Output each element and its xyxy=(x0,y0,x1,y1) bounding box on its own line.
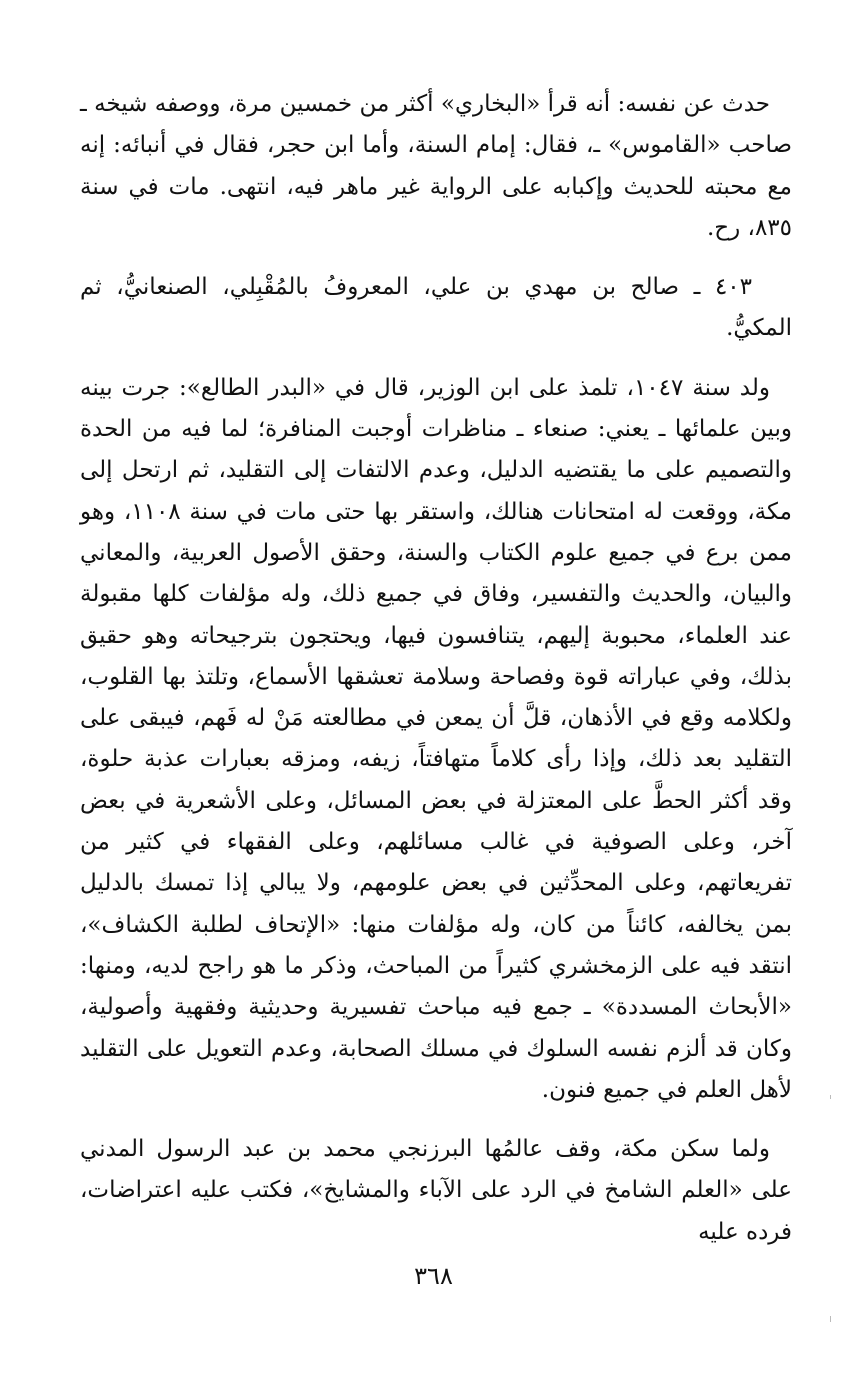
entry-heading-403: ٤٠٣ ـ صالح بن مهدي بن علي، المعروفُ بالمُقْبِلي، الصنعانيُّ، ثم المكيُّ. xyxy=(80,274,792,342)
paragraph-biography: ولد سنة ١٠٤٧، تلمذ على ابن الوزير، قال في «البدر الطالع»: جرت بينه وبين علمائها ـ يعني: صنعاء ـ مناظرات أوجبت المنافرة؛ لما فيه من الحدة والتصميم على ما يقتضيه الدليل، وعدم الالتفات إلى التقليد، ثم ارتحل إلى مكة، ووقعت له امتحانات هنالك، واستقر بها حتى مات في سنة ١١٠٨، وهو ممن برع في جميع علوم الكتاب والسنة، وحقق الأصول العربية، والمعاني والبيان، والحديث والتفسير، وفاق في جميع ذلك، وله مؤلفات كلها مقبولة عند العلماء، محبوبة إليهم، يتنافسون فيها، ويحتجون بترجيحاته وهو حقيق بذلك، وفي عباراته قوة وفصاحة وسلامة تعشقها الأسماع، وتلتذ بها القلوب، ولكلامه وقع في الأذهان، قلَّ أن يمعن في مطالعته مَنْ له فَهم، فيبقى على التقليد بعد ذلك، وإذا رأى كلاماً متهافتاً، زيفه، ومزقه بعبارات عذبة حلوة، وقد أكثر الحطَّ على المعتزلة في بعض المسائل، وعلى الأشعرية في بعض آخر، وعلى الصوفية في غالب مسائلهم، وعلى الفقهاء في كثير من تفريعاتهم، وعلى المحدِّثين في بعض علومهم، ولا يبالي إذا تمسك بالدليل بمن يخالفه، كائناً من كان، وله مؤلفات منها: «الإتحاف لطلبة الكشاف»، انتقد فيه على الزمخشري كثيراً من المباحث، وذكر ما هو راجح لديه، ومنها: «الأبحاث المسددة» ـ جمع فيه مباحث تفسيرية وحديثية وفقهية وأصولية، وكان قد ألزم نفسه السلوك في مسلك الصحابة، وعدم التعويل على التقليد لأهل العلم في جميع فنون. xyxy=(80,374,792,1103)
paragraph-intro: حدث عن نفسه: أنه قرأ «البخاري» أكثر من خمسين مرة، ووصفه شيخه ـ صاحب «القاموس» ـ، فقال: إمام السنة، وأما ابن حجر، فقال في أنبائه: إنه مع محبته للحديث وإكبابه على الرواية غير ماهر فيه، انتهى. مات في سنة ٨٣٥، رح. xyxy=(80,91,792,241)
scan-edge-mark xyxy=(830,1316,831,1322)
main-text xyxy=(80,84,792,1271)
paragraph-mecca: ولما سكن مكة، وقف عالمُها البرزنجي محمد بن عبد الرسول المدني على «العلم الشامخ في الرد على الآباء والمشايخ»، فكتب عليه اعتراضات، فرده عليه xyxy=(80,1136,792,1245)
scan-edge-mark xyxy=(830,1095,831,1099)
page-number: ٣٦٨ xyxy=(414,1262,453,1290)
